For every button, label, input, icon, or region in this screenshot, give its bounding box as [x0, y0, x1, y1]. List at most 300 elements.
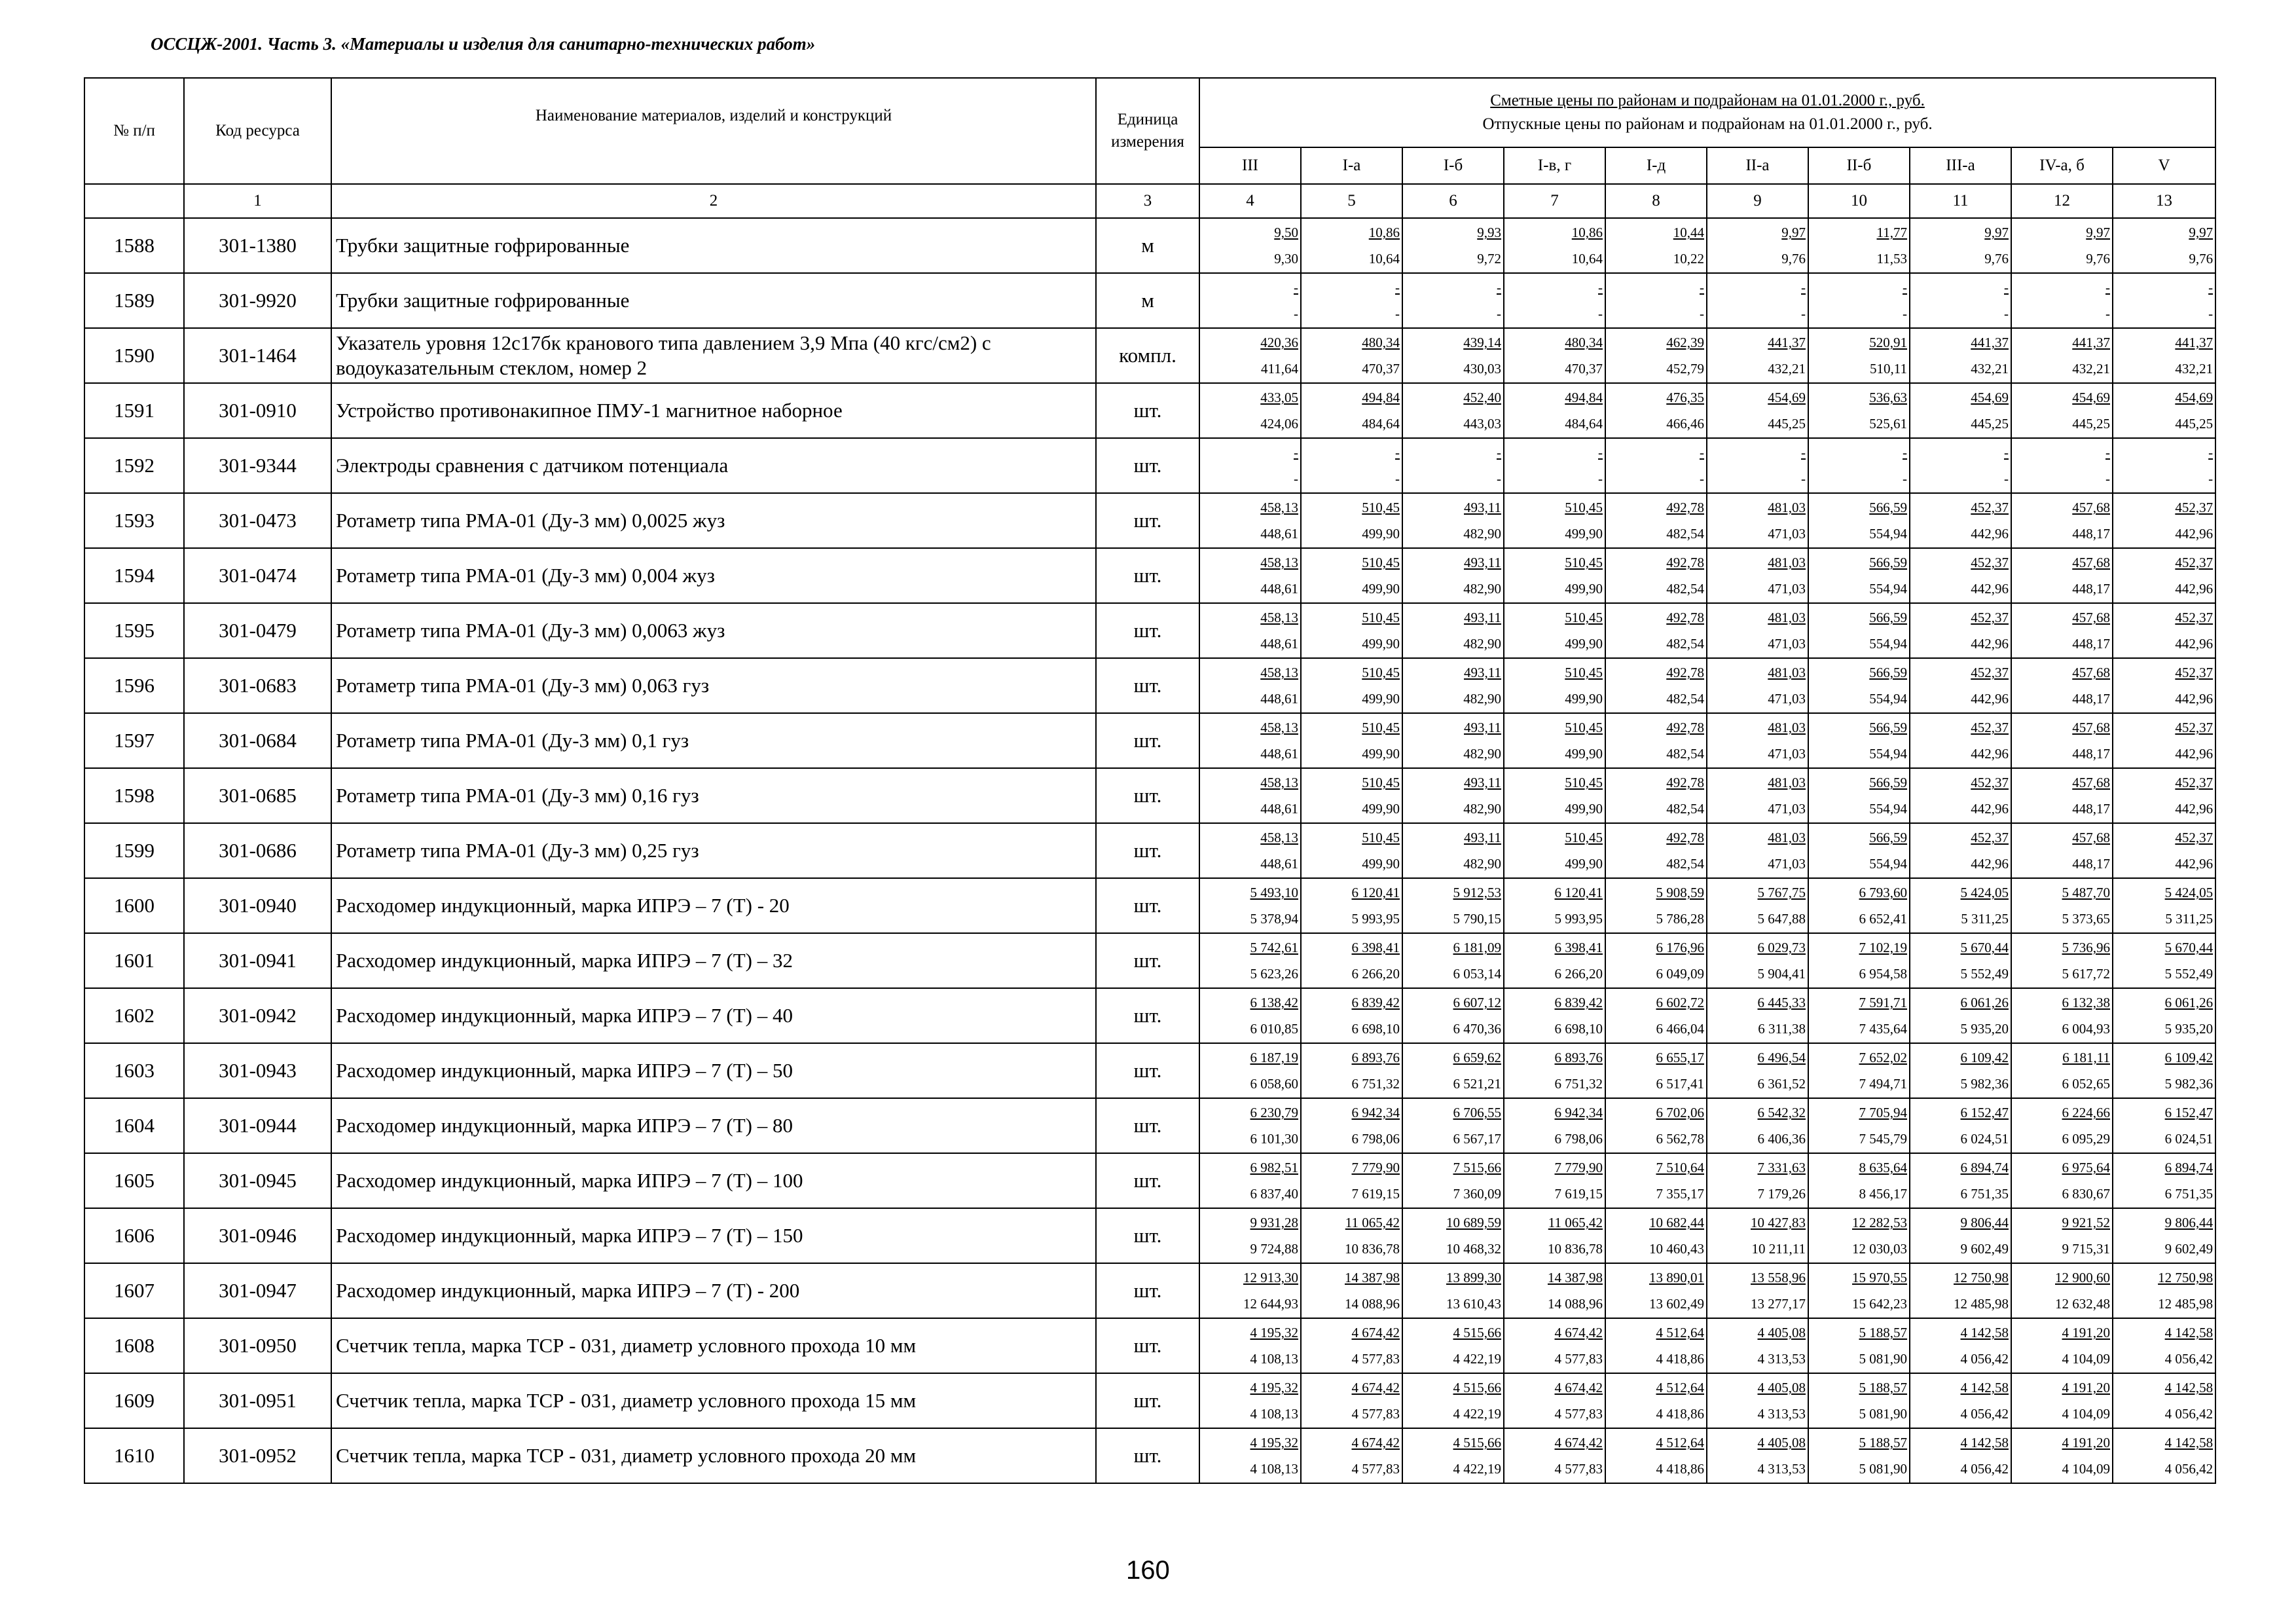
estimate-price: 492,78: [1666, 500, 1704, 515]
price-cell: [1199, 1263, 1301, 1318]
release-price: 14 088,96: [1548, 1296, 1603, 1312]
estimate-price: 5 424,05: [1960, 885, 2009, 900]
unit-of-measure: шт.: [1096, 1373, 1199, 1428]
release-price: 6 311,38: [1758, 1021, 1806, 1037]
unit-of-measure: шт.: [1096, 713, 1199, 768]
row-number: 1601: [84, 933, 184, 988]
price-cell: [1504, 933, 1605, 988]
price-cell: [2011, 1098, 2113, 1153]
price-cell: [1504, 878, 1605, 933]
release-price: 4 108,13: [1250, 1406, 1298, 1422]
price-cell: [1605, 988, 1707, 1043]
estimate-price: 420,36: [1260, 335, 1298, 350]
release-price: 4 108,13: [1250, 1461, 1298, 1477]
price-cell: [1301, 1373, 1402, 1428]
estimate-price: 458,13: [1260, 555, 1298, 570]
release-price: 448,61: [1260, 856, 1298, 872]
estimate-price: 566,59: [1869, 775, 1907, 790]
price-cell: [1707, 273, 1808, 328]
price-cell: [1605, 603, 1707, 658]
release-price: -: [2208, 471, 2214, 487]
price-cell: [1504, 438, 1605, 493]
region-header: I-б: [1402, 147, 1504, 184]
release-price: 7 619,15: [1351, 1186, 1400, 1202]
price-cell: [1301, 1428, 1402, 1483]
column-number: 5: [1301, 184, 1402, 218]
resource-code: 301-0950: [184, 1318, 331, 1373]
price-cell: [1199, 1428, 1301, 1483]
material-name: Указатель уровня 12с17бк кранового типа давлением 3,9 Мпа (40 кгс/см2) с водоуказательным стеклом, номер 2: [331, 328, 1096, 383]
release-price: 9 724,88: [1250, 1241, 1298, 1257]
estimate-price: 452,37: [1971, 775, 2009, 790]
resource-code: 301-0686: [184, 823, 331, 878]
estimate-price: 4 512,64: [1656, 1435, 1704, 1450]
material-name: Расходомер индукционный, марка ИПРЭ – 7 (Т) – 100: [331, 1153, 1096, 1208]
price-cell: [2011, 933, 2113, 988]
release-price: 6 698,10: [1554, 1021, 1603, 1037]
price-cell: [1808, 603, 1910, 658]
release-price: 4 056,42: [2164, 1406, 2214, 1422]
release-price: -: [2004, 471, 2009, 487]
price-cell: [1808, 1208, 1910, 1263]
unit-of-measure: компл.: [1096, 328, 1199, 383]
estimate-price: 6 445,33: [1757, 995, 1806, 1010]
release-price: 7 435,64: [1859, 1021, 1907, 1037]
estimate-price: 5 742,61: [1250, 940, 1298, 955]
estimate-price: 7 779,90: [1351, 1160, 1400, 1175]
estimate-price: 492,78: [1666, 610, 1704, 625]
release-price: 7 360,09: [1453, 1186, 1501, 1202]
price-cell: [2113, 1428, 2215, 1483]
release-price: 554,94: [1869, 856, 1907, 872]
release-price: 482,90: [1463, 581, 1501, 597]
resource-code: 301-0473: [184, 493, 331, 548]
price-cell: [1199, 1318, 1301, 1373]
release-price: 432,21: [1971, 361, 2009, 377]
release-price: 9 602,49: [1960, 1241, 2009, 1257]
estimate-price: 452,37: [1971, 720, 2009, 735]
release-price: 14 088,96: [1345, 1296, 1400, 1312]
release-price: -: [1801, 471, 1806, 487]
price-cell: [2113, 1208, 2215, 1263]
price-cell: [1910, 878, 2011, 933]
price-cell: [1707, 823, 1808, 878]
release-price: 5 904,41: [1757, 966, 1806, 982]
price-cell: [1707, 1208, 1808, 1263]
release-price: -: [1497, 306, 1501, 322]
table-row: [84, 1098, 2215, 1153]
price-cell: [1910, 988, 2011, 1043]
price-cell: [1402, 988, 1504, 1043]
release-price: 432,21: [2072, 361, 2110, 377]
price-cell: [1504, 218, 1605, 273]
material-name: Расходомер индукционный, марка ИПРЭ – 7 (Т) – 150: [331, 1208, 1096, 1263]
price-cell: [1707, 988, 1808, 1043]
estimate-price: 458,13: [1260, 720, 1298, 735]
release-price: 499,90: [1565, 691, 1603, 707]
estimate-price: 4 674,42: [1351, 1325, 1400, 1340]
estimate-price: 6 398,41: [1351, 940, 1400, 955]
document-header: ОССЦЖ-2001. Часть 3. «Материалы и изделия для санитарно-технических работ»: [151, 34, 816, 54]
price-cell: [1910, 493, 2011, 548]
estimate-price: 454,69: [1768, 390, 1806, 405]
estimate-price: -: [2004, 280, 2009, 295]
release-price: -: [1294, 306, 1298, 322]
column-number: 7: [1504, 184, 1605, 218]
price-cell: [1910, 1098, 2011, 1153]
estimate-price: 6 181,09: [1453, 940, 1501, 955]
release-price: 442,96: [2175, 801, 2214, 817]
release-price: 482,54: [1666, 746, 1704, 762]
row-number: 1603: [84, 1043, 184, 1098]
price-cell: [1402, 933, 1504, 988]
release-price: 6 024,51: [2164, 1131, 2214, 1147]
release-price: 4 313,53: [1757, 1461, 1806, 1477]
estimate-price: 566,59: [1869, 555, 1907, 570]
release-price: 442,96: [2175, 746, 2214, 762]
price-cell: [1605, 218, 1707, 273]
price-cell: [1707, 493, 1808, 548]
estimate-price: 493,11: [1464, 555, 1501, 570]
material-name: Трубки защитные гофрированные: [331, 218, 1096, 273]
row-number: 1605: [84, 1153, 184, 1208]
price-cell: [1707, 1098, 1808, 1153]
price-cell: [1301, 713, 1402, 768]
release-price: 6 058,60: [1250, 1076, 1298, 1092]
price-cell: [1504, 493, 1605, 548]
estimate-price: 5 424,05: [2164, 885, 2214, 900]
resource-code: 301-0951: [184, 1373, 331, 1428]
estimate-price: 6 132,38: [2062, 995, 2110, 1010]
price-cell: [1707, 768, 1808, 823]
estimate-price: 6 152,47: [2164, 1105, 2214, 1120]
release-price: 499,90: [1362, 746, 1400, 762]
estimate-price: 6 893,76: [1351, 1050, 1400, 1065]
unit-of-measure: шт.: [1096, 1098, 1199, 1153]
estimate-price: 6 893,76: [1554, 1050, 1603, 1065]
table-row: [84, 823, 2215, 878]
price-cell: [1910, 603, 2011, 658]
estimate-price: 5 188,57: [1859, 1435, 1907, 1450]
price-cell: [1910, 713, 2011, 768]
estimate-price: 5 487,70: [2062, 885, 2110, 900]
unit-of-measure: шт.: [1096, 548, 1199, 603]
price-cell: [2011, 548, 2113, 603]
price-cell: [1402, 328, 1504, 383]
price-cell: [1301, 218, 1402, 273]
price-cell: [1910, 328, 2011, 383]
release-price: 482,54: [1666, 691, 1704, 707]
table-row: [84, 658, 2215, 713]
release-price: 482,54: [1666, 856, 1704, 872]
release-price: 554,94: [1869, 636, 1907, 652]
release-price: 448,17: [2072, 581, 2110, 597]
price-cell: [2011, 218, 2113, 273]
price-cell: [1605, 548, 1707, 603]
release-price: 471,03: [1768, 526, 1806, 542]
unit-of-measure: шт.: [1096, 988, 1199, 1043]
price-cell: [2011, 823, 2113, 878]
price-cell: [2011, 1373, 2113, 1428]
price-cell: [1402, 1263, 1504, 1318]
region-header: II-б: [1808, 147, 1910, 184]
price-cell: [1402, 1098, 1504, 1153]
price-cell: [1910, 768, 2011, 823]
estimate-price: 7 510,64: [1656, 1160, 1704, 1175]
material-name: Электроды сравнения с датчиком потенциала: [331, 438, 1096, 493]
row-number: 1609: [84, 1373, 184, 1428]
estimate-price: 4 142,58: [1960, 1325, 2009, 1340]
estimate-price: 492,78: [1666, 665, 1704, 680]
estimate-price: -: [1801, 280, 1806, 295]
release-price: 7 179,26: [1757, 1186, 1806, 1202]
estimate-price: 494,84: [1362, 390, 1400, 405]
estimate-price: -: [1700, 445, 1704, 460]
estimate-price: 5 188,57: [1859, 1380, 1907, 1395]
price-cell: [2011, 493, 2113, 548]
release-price: 482,90: [1463, 856, 1501, 872]
release-price: 5 790,15: [1453, 911, 1501, 927]
release-price: 554,94: [1869, 526, 1907, 542]
estimate-price: 4 195,32: [1250, 1435, 1298, 1450]
release-price: -: [1903, 471, 1907, 487]
unit-of-measure: шт.: [1096, 603, 1199, 658]
price-cell: [1808, 933, 1910, 988]
price-table: [84, 77, 2216, 1484]
estimate-price: 481,03: [1768, 555, 1806, 570]
release-price: 4 056,42: [2164, 1461, 2214, 1477]
table-row: [84, 218, 2215, 273]
price-cell: [1504, 768, 1605, 823]
price-cell: [1199, 658, 1301, 713]
table-row: [84, 493, 2215, 548]
estimate-price: 452,37: [1971, 610, 2009, 625]
estimate-price: 11 065,42: [1345, 1215, 1400, 1230]
price-cell: [1504, 1373, 1605, 1428]
table-row: [84, 988, 2215, 1043]
release-price: 482,90: [1463, 636, 1501, 652]
column-number: 2: [331, 184, 1096, 218]
estimate-price: 4 191,20: [2062, 1435, 2110, 1450]
release-price: 4 577,83: [1351, 1461, 1400, 1477]
release-price: 6 052,65: [2062, 1076, 2110, 1092]
release-price: 9,76: [2189, 251, 2214, 267]
row-number: 1590: [84, 328, 184, 383]
release-price: 482,54: [1666, 801, 1704, 817]
release-price: 4 422,19: [1453, 1351, 1501, 1367]
release-price: 6 798,06: [1554, 1131, 1603, 1147]
price-cell: [2113, 878, 2215, 933]
release-price: 554,94: [1869, 581, 1907, 597]
price-cell: [1199, 603, 1301, 658]
release-price: 10,64: [1368, 251, 1400, 267]
price-cell: [1808, 1043, 1910, 1098]
price-cell: [1301, 273, 1402, 328]
price-cell: [1808, 1428, 1910, 1483]
release-price: 499,90: [1362, 526, 1400, 542]
estimate-price: 10,86: [1368, 225, 1400, 240]
price-cell: [1301, 768, 1402, 823]
price-cell: [1605, 328, 1707, 383]
row-number: 1594: [84, 548, 184, 603]
material-name: Счетчик тепла, марка ТСР - 031, диаметр условного прохода 20 мм: [331, 1428, 1096, 1483]
release-price: 5 623,26: [1250, 966, 1298, 982]
region-header: V: [2113, 147, 2215, 184]
price-cell: [2011, 383, 2113, 438]
price-cell: [2113, 273, 2215, 328]
price-cell: [1504, 1428, 1605, 1483]
row-number: 1599: [84, 823, 184, 878]
release-price: 482,54: [1666, 581, 1704, 597]
release-price: 4 313,53: [1757, 1351, 1806, 1367]
resource-code: 301-9344: [184, 438, 331, 493]
price-cell: [1808, 493, 1910, 548]
price-cell: [1402, 1373, 1504, 1428]
estimate-price: 10 682,44: [1649, 1215, 1704, 1230]
release-price: 6 567,17: [1453, 1131, 1501, 1147]
estimate-price: 476,35: [1666, 390, 1704, 405]
price-cell: [1707, 713, 1808, 768]
estimate-price: 9,97: [2086, 225, 2110, 240]
estimate-price: 5 736,96: [2062, 940, 2110, 955]
resource-code: 301-0684: [184, 713, 331, 768]
estimate-price: 452,37: [2175, 665, 2214, 680]
region-header: I-а: [1301, 147, 1402, 184]
estimate-price: 520,91: [1869, 335, 1907, 350]
price-cell: [2113, 548, 2215, 603]
price-cell: [1301, 438, 1402, 493]
row-number: 1610: [84, 1428, 184, 1483]
estimate-price: 4 674,42: [1554, 1435, 1603, 1450]
material-name: Ротаметр типа РМА-01 (Ду-3 мм) 0,063 гуз: [331, 658, 1096, 713]
estimate-price: 493,11: [1464, 720, 1501, 735]
release-price: 445,25: [1971, 416, 2009, 432]
release-price: 442,96: [1971, 801, 2009, 817]
release-price: 4 422,19: [1453, 1461, 1501, 1477]
resource-code: 301-0479: [184, 603, 331, 658]
estimate-price: 493,11: [1464, 665, 1501, 680]
price-cell: [1504, 658, 1605, 713]
unit-of-measure: шт.: [1096, 493, 1199, 548]
estimate-price: 462,39: [1666, 335, 1704, 350]
release-price: -: [2208, 306, 2214, 322]
resource-code: 301-1380: [184, 218, 331, 273]
price-cell: [2113, 1263, 2215, 1318]
unit-of-measure: шт.: [1096, 1428, 1199, 1483]
estimate-price: 510,45: [1565, 775, 1603, 790]
release-price: 5 935,20: [1960, 1021, 2009, 1037]
estimate-price: 6 138,42: [1250, 995, 1298, 1010]
estimate-price: 9,50: [1274, 225, 1298, 240]
price-cell: [1605, 658, 1707, 713]
release-price: 4 056,42: [1960, 1351, 2009, 1367]
release-price: -: [2004, 306, 2009, 322]
price-cell: [1808, 823, 1910, 878]
estimate-price: 439,14: [1463, 335, 1501, 350]
release-price: 7 355,17: [1656, 1186, 1704, 1202]
table-row: [84, 933, 2215, 988]
price-cell: [2011, 878, 2113, 933]
row-number: 1600: [84, 878, 184, 933]
release-price: 448,61: [1260, 636, 1298, 652]
estimate-price: 441,37: [2072, 335, 2110, 350]
estimate-price: 13 558,96: [1751, 1270, 1806, 1285]
estimate-price: 441,37: [1971, 335, 2009, 350]
estimate-price: 566,59: [1869, 500, 1907, 515]
release-price: 4 418,86: [1656, 1406, 1704, 1422]
estimate-price: 4 405,08: [1757, 1435, 1806, 1450]
price-cell: [1910, 218, 2011, 273]
estimate-price: 11 065,42: [1548, 1215, 1603, 1230]
price-cell: [1199, 1373, 1301, 1428]
estimate-price: 510,45: [1362, 500, 1400, 515]
column-number: 11: [1910, 184, 2011, 218]
unit-of-measure: шт.: [1096, 878, 1199, 933]
region-header: I-в, г: [1504, 147, 1605, 184]
estimate-price: 510,45: [1565, 665, 1603, 680]
material-name: Расходомер индукционный, марка ИПРЭ – 7 (Т) – 80: [331, 1098, 1096, 1153]
release-price: 411,64: [1261, 361, 1298, 377]
release-price: 5 993,95: [1554, 911, 1603, 927]
price-cell: [2011, 768, 2113, 823]
estimate-price: 13 899,30: [1446, 1270, 1501, 1285]
price-cell: [1605, 713, 1707, 768]
release-price: 12 030,03: [1852, 1241, 1907, 1257]
price-cell: [2113, 1043, 2215, 1098]
price-cell: [1199, 493, 1301, 548]
estimate-price: 4 405,08: [1757, 1325, 1806, 1340]
resource-code: 301-0910: [184, 383, 331, 438]
estimate-price: 10,86: [1571, 225, 1603, 240]
price-cell: [1808, 1098, 1910, 1153]
estimate-price: 566,59: [1869, 665, 1907, 680]
release-price: 10,22: [1673, 251, 1704, 267]
estimate-price: 4 674,42: [1554, 1380, 1603, 1395]
price-cell: [1301, 988, 1402, 1043]
estimate-price: 480,34: [1362, 335, 1400, 350]
release-price: 448,61: [1260, 746, 1298, 762]
region-header: III: [1199, 147, 1301, 184]
page-number: 160: [1126, 1556, 1170, 1585]
price-cell: [1605, 438, 1707, 493]
estimate-price: 4 674,42: [1351, 1435, 1400, 1450]
estimate-price: 441,37: [2175, 335, 2214, 350]
estimate-price: 6 176,96: [1656, 940, 1704, 955]
price-cell: [1605, 1043, 1707, 1098]
estimate-price: 9 931,28: [1250, 1215, 1298, 1230]
resource-code: 301-0941: [184, 933, 331, 988]
estimate-price: 492,78: [1666, 720, 1704, 735]
price-cell: [1402, 1153, 1504, 1208]
release-price: 499,90: [1362, 691, 1400, 707]
price-cell: [1504, 823, 1605, 878]
column-number: 1: [184, 184, 331, 218]
header-row-1: [84, 78, 2215, 147]
estimate-price: 4 405,08: [1757, 1380, 1806, 1395]
release-price: -: [1903, 306, 1907, 322]
price-cell: [1504, 1153, 1605, 1208]
price-cell: [1199, 273, 1301, 328]
table-row: [84, 1428, 2215, 1483]
release-price: 448,17: [2072, 856, 2110, 872]
price-cell: [2113, 218, 2215, 273]
release-price: 442,96: [2175, 691, 2214, 707]
price-cell: [1199, 713, 1301, 768]
release-price: 9,72: [1477, 251, 1501, 267]
estimate-price: 11,77: [1876, 225, 1907, 240]
release-price: 6 751,32: [1351, 1076, 1400, 1092]
release-price: 554,94: [1869, 801, 1907, 817]
